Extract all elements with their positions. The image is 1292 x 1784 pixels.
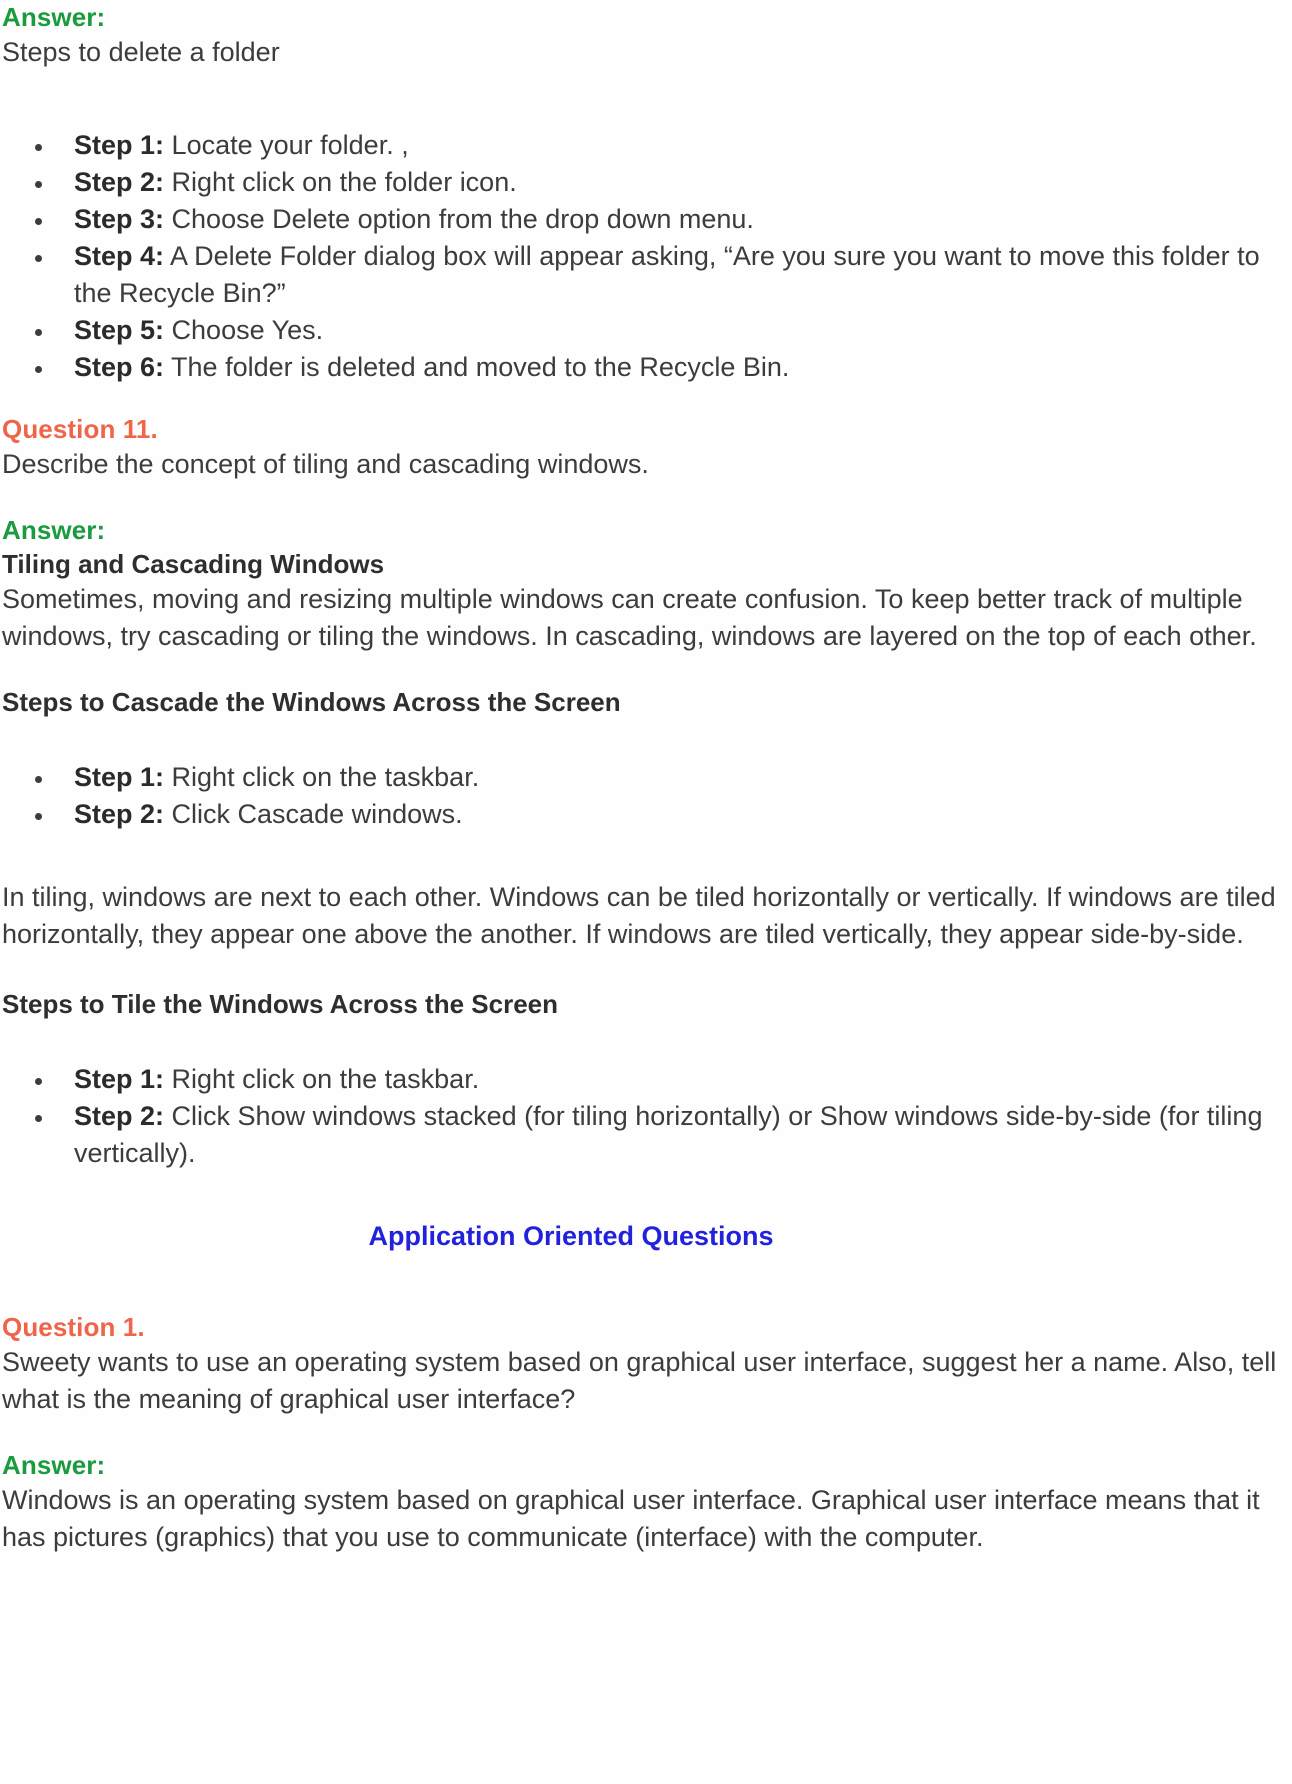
step-text: Right click on the taskbar.	[171, 1064, 480, 1094]
step-text: Choose Delete option from the drop down menu.	[171, 204, 754, 234]
answer-heading-2: Answer:	[2, 515, 106, 545]
list-item	[2, 349, 1290, 386]
step-label: Step 2:	[74, 1101, 165, 1131]
list-item	[2, 312, 1290, 349]
question-11-text: Describe the concept of tiling and cascading windows.	[2, 449, 649, 479]
step-text: Right click on the folder icon.	[171, 167, 517, 197]
step-label: Step 4:	[74, 241, 165, 271]
step-text: Right click on the taskbar.	[171, 762, 480, 792]
cascade-steps-heading: Steps to Cascade the Windows Across the Screen	[2, 687, 621, 717]
tiling-cascading-body: Sometimes, moving and resizing multiple windows can create confusion. To keep better track of multiple windows, try cascading or tiling the windows. In cascading, windows are layered on the top of each other.	[2, 584, 1257, 651]
tiling-body: In tiling, windows are next to each other. Windows can be tiled horizontally or vertically. If windows are tiled horizontally, they appear one above the another. If windows are tiled vertically, they appear side-by-side.	[2, 882, 1276, 949]
step-label: Step 6:	[74, 352, 165, 382]
answer-heading-3: Answer:	[2, 1450, 106, 1480]
step-label: Step 1:	[74, 1064, 165, 1094]
step-text: A Delete Folder dialog box will appear asking, “Are you sure you want to move this folder to the Recycle Bin?”	[74, 241, 1260, 308]
step-label: Step 1:	[74, 130, 165, 160]
step-text: The folder is deleted and moved to the Recycle Bin.	[171, 352, 790, 382]
list-item	[2, 238, 1290, 312]
step-text: Choose Yes.	[171, 315, 324, 345]
list-item	[2, 164, 1290, 201]
tiling-cascading-heading: Tiling and Cascading Windows	[2, 549, 385, 579]
question-heading-11: Question 11.	[2, 414, 158, 444]
tile-steps-list	[2, 1061, 1290, 1172]
answer-1-text: Windows is an operating system based on graphical user interface. Graphical user interface means that it has pictures (graphics) that you use to communicate (interface) with the computer.	[2, 1485, 1260, 1552]
list-item	[2, 1061, 1290, 1098]
step-label: Step 5:	[74, 315, 165, 345]
question-1-text: Sweety wants to use an operating system based on graphical user interface, suggest her a name. Also, tell what is the meaning of graphical user interface?	[2, 1347, 1277, 1414]
step-label: Step 2:	[74, 167, 165, 197]
list-item	[2, 201, 1290, 238]
answer-heading-1: Answer:	[2, 2, 106, 32]
cascade-steps-list	[2, 759, 1290, 833]
step-label: Step 3:	[74, 204, 165, 234]
delete-folder-steps-list	[2, 127, 1290, 386]
list-item	[2, 759, 1290, 796]
delete-folder-intro: Steps to delete a folder	[2, 37, 280, 67]
tile-steps-heading: Steps to Tile the Windows Across the Screen	[2, 989, 559, 1019]
application-oriented-questions-heading: Application Oriented Questions	[368, 1221, 774, 1251]
step-text: Locate your folder. ,	[171, 130, 409, 160]
step-label: Step 1:	[74, 762, 165, 792]
step-text: Click Cascade windows.	[171, 799, 463, 829]
list-item	[2, 127, 1290, 164]
list-item	[2, 1098, 1290, 1172]
step-label: Step 2:	[74, 799, 165, 829]
question-heading-1: Question 1.	[2, 1312, 145, 1342]
step-text: Click Show windows stacked (for tiling horizontally) or Show windows side-by-side (for tiling vertically).	[74, 1101, 1263, 1168]
list-item	[2, 796, 1290, 833]
